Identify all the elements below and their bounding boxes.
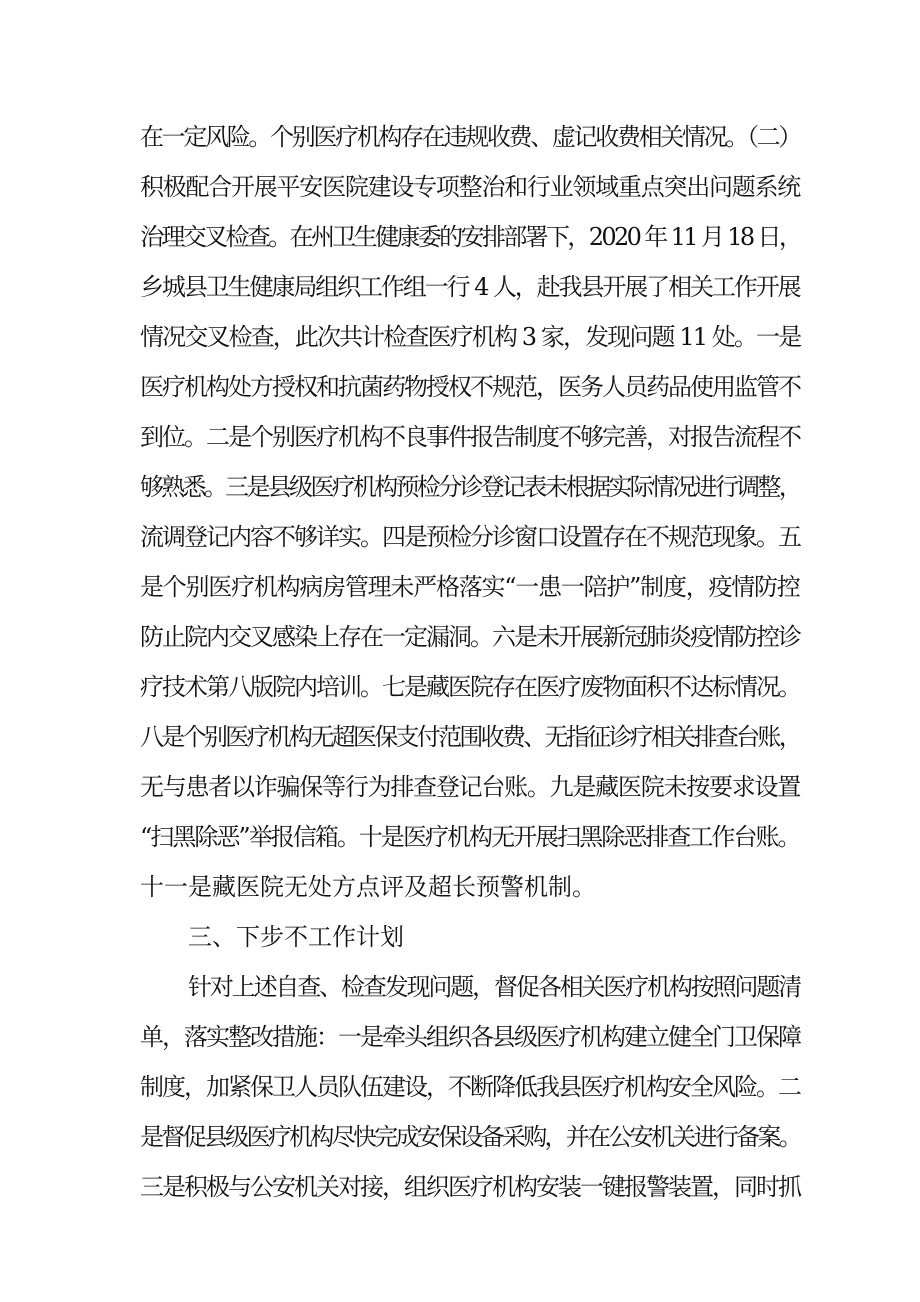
text-line: 够熟悉。三是县级医疗机构预检分诊登记表未根据实际情况进行调整， [140, 473, 800, 501]
text-line: 治理交叉检查。在州卫生健康委的安排部署下，2020 年 11 月 18 日， [140, 223, 801, 251]
text-line: “扫黑除恶”举报信箱。十是医疗机构无开展扫黑除恶排查工作台账。 [140, 823, 800, 851]
text-line: 三是积极与公安机关对接，组织医疗机构安装一键报警装置，同时抓 [140, 1173, 800, 1201]
text-line: 是督促县级医疗机构尽快完成安保设备采购，并在公安机关进行备案。 [140, 1123, 800, 1151]
text-line: 医疗机构处方授权和抗菌药物授权不规范，医务人员药品使用监管不 [140, 373, 800, 401]
text-line: 是个别医疗机构病房管理未严格落实“一患一陪护”制度，疫情防控 [140, 573, 800, 601]
text-line: 制度，加紧保卫人员队伍建设，不断降低我县医疗机构安全风险。二 [140, 1073, 800, 1101]
text-line: 乡城县卫生健康局组织工作组一行 4 人，赴我县开展了相关工作开展 [140, 273, 800, 301]
text-line: 防止院内交叉感染上存在一定漏洞。六是未开展新冠肺炎疫情防控诊 [140, 623, 800, 651]
text-line: 疗技术第八版院内培训。七是藏医院存在医疗废物面积不达标情况。 [140, 673, 800, 701]
text-line: 无与患者以诈骗保等行为排查登记台账。九是藏医院未按要求设置 [140, 773, 800, 801]
text-line: 针对上述自查、检查发现问题，督促各相关医疗机构按照问题清 [188, 973, 800, 1001]
text-line: 八是个别医疗机构无超医保支付范围收费、无指征诊疗相关排查台账， [140, 723, 800, 751]
text-line: 十一是藏医院无处方点评及超长预警机制。 [140, 873, 596, 901]
text-line: 三、下步不工作计划 [188, 923, 404, 951]
text-line: 到位。二是个别医疗机构不良事件报告制度不够完善，对报告流程不 [140, 423, 800, 451]
text-line: 积极配合开展平安医院建设专项整治和行业领域重点突出问题系统 [140, 173, 800, 201]
document-body [140, 112, 800, 1212]
text-line: 在一定风险。个别医疗机构存在违规收费、虚记收费相关情况。（二） [140, 123, 800, 151]
text-line: 单，落实整改措施：一是牵头组织各县级医疗机构建立健全门卫保障 [140, 1023, 800, 1051]
text-line: 流调登记内容不够详实。四是预检分诊窗口设置存在不规范现象。五 [140, 523, 800, 551]
text-line: 情况交叉检查，此次共计检查医疗机构 3 家，发现问题 11 处。一是 [140, 323, 801, 351]
